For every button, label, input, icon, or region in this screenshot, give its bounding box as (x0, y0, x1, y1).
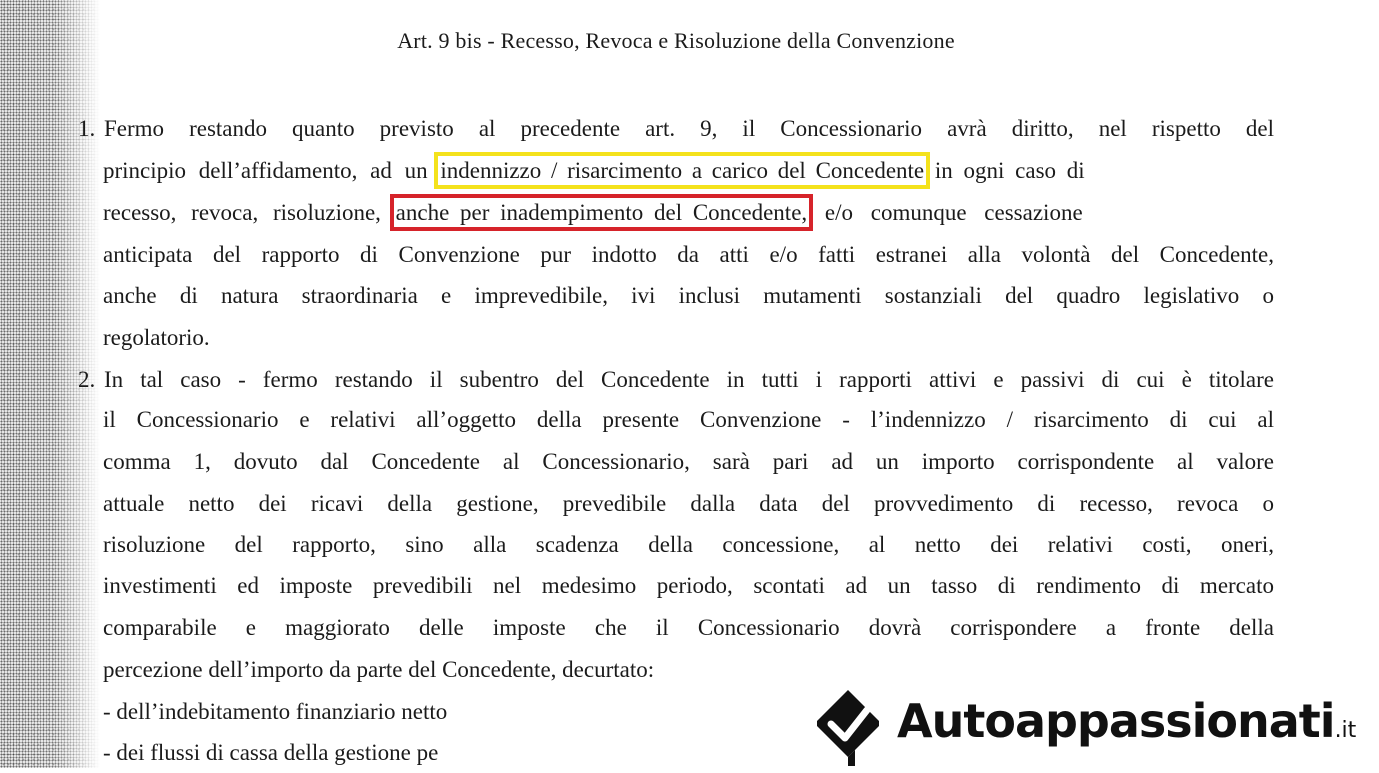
p2-line-3: comma 1, dovuto dal Concedente al Concessionario, sarà pari ad un importo corrispondente al valore (103, 449, 1274, 474)
brand-wordmark (897, 694, 1356, 748)
autoappassionati-logo-icon (815, 688, 881, 768)
p2-line-7: comparabile e maggiorato delle imposte che il Concessionario dovrà corrispondere a fronte della (103, 615, 1274, 640)
autoappassionati-watermark (815, 688, 1375, 768)
p1-line-4: anticipata del rapporto di Convenzione pur indotto da atti e/o fatti estranei alla volontà del Concedente, (103, 242, 1274, 267)
p1-line-2 (103, 156, 1274, 186)
article-title: Art. 9 bis - Recesso, Revoca e Risoluzione della Convenzione (397, 28, 955, 53)
p2-line-4: attuale netto dei ricavi della gestione, prevedibile dalla data del provvedimento di recesso, revoca o (103, 491, 1274, 516)
p1-line-2-before: principio dell’affidamento, ad un (103, 158, 441, 183)
p2-line-5: risoluzione del rapporto, sino alla scadenza della concessione, al netto dei relativi costi, oneri, (103, 532, 1274, 557)
p2-line-1-text: In tal caso - fermo restando il subentro del Concedente in tutti i rapporti attivi e passivi di cui è titolare (104, 367, 1274, 392)
p2-line-1 (78, 365, 1274, 395)
p2-number: 2. (78, 367, 96, 392)
p1-line-3-before: recesso, revoca, risoluzione, (103, 200, 396, 225)
p1-line-2-after: in ogni caso di (924, 158, 1085, 183)
p2-bullet-1: - dell’indebitamento finanziario netto (103, 699, 448, 724)
p2-line-8: percezione dell’importo da parte del Concedente, decurtato: (103, 657, 655, 682)
highlight-indennizzo: indennizzo / risarcimento a carico del Concedente (440, 158, 925, 183)
highlight-inadempimento: anche per inadempimento del Concedente, (395, 200, 808, 225)
p2-line-6: investimenti ed imposte prevedibili nel medesimo periodo, scontati ad un tasso di rendimento di mercato (103, 573, 1274, 598)
p2-line-2: il Concessionario e relativi all’oggetto della presente Convenzione - l’indennizzo / risarcimento di cui al (103, 407, 1274, 432)
p1-line-5: anche di natura straordinaria e imprevedibile, ivi inclusi mutamenti sostanziali del quadro legislativo o (103, 283, 1274, 308)
brand-tld: .it (1334, 718, 1357, 743)
p2-bullet-2: - dei flussi di cassa della gestione pe (103, 740, 439, 765)
p1-line-3-after: e/o comunque cessazione (807, 200, 1083, 225)
p1-number: 1. (78, 116, 96, 141)
p1-line-6: regolatorio. (103, 325, 210, 350)
brand-name-text: Autoappassionati (897, 694, 1335, 748)
p1-line-3 (103, 198, 1274, 228)
p1-line-1-text: Fermo restando quanto previsto al precedente art. 9, il Concessionario avrà diritto, nel rispetto del (104, 116, 1274, 141)
p1-line-1 (78, 114, 1274, 144)
